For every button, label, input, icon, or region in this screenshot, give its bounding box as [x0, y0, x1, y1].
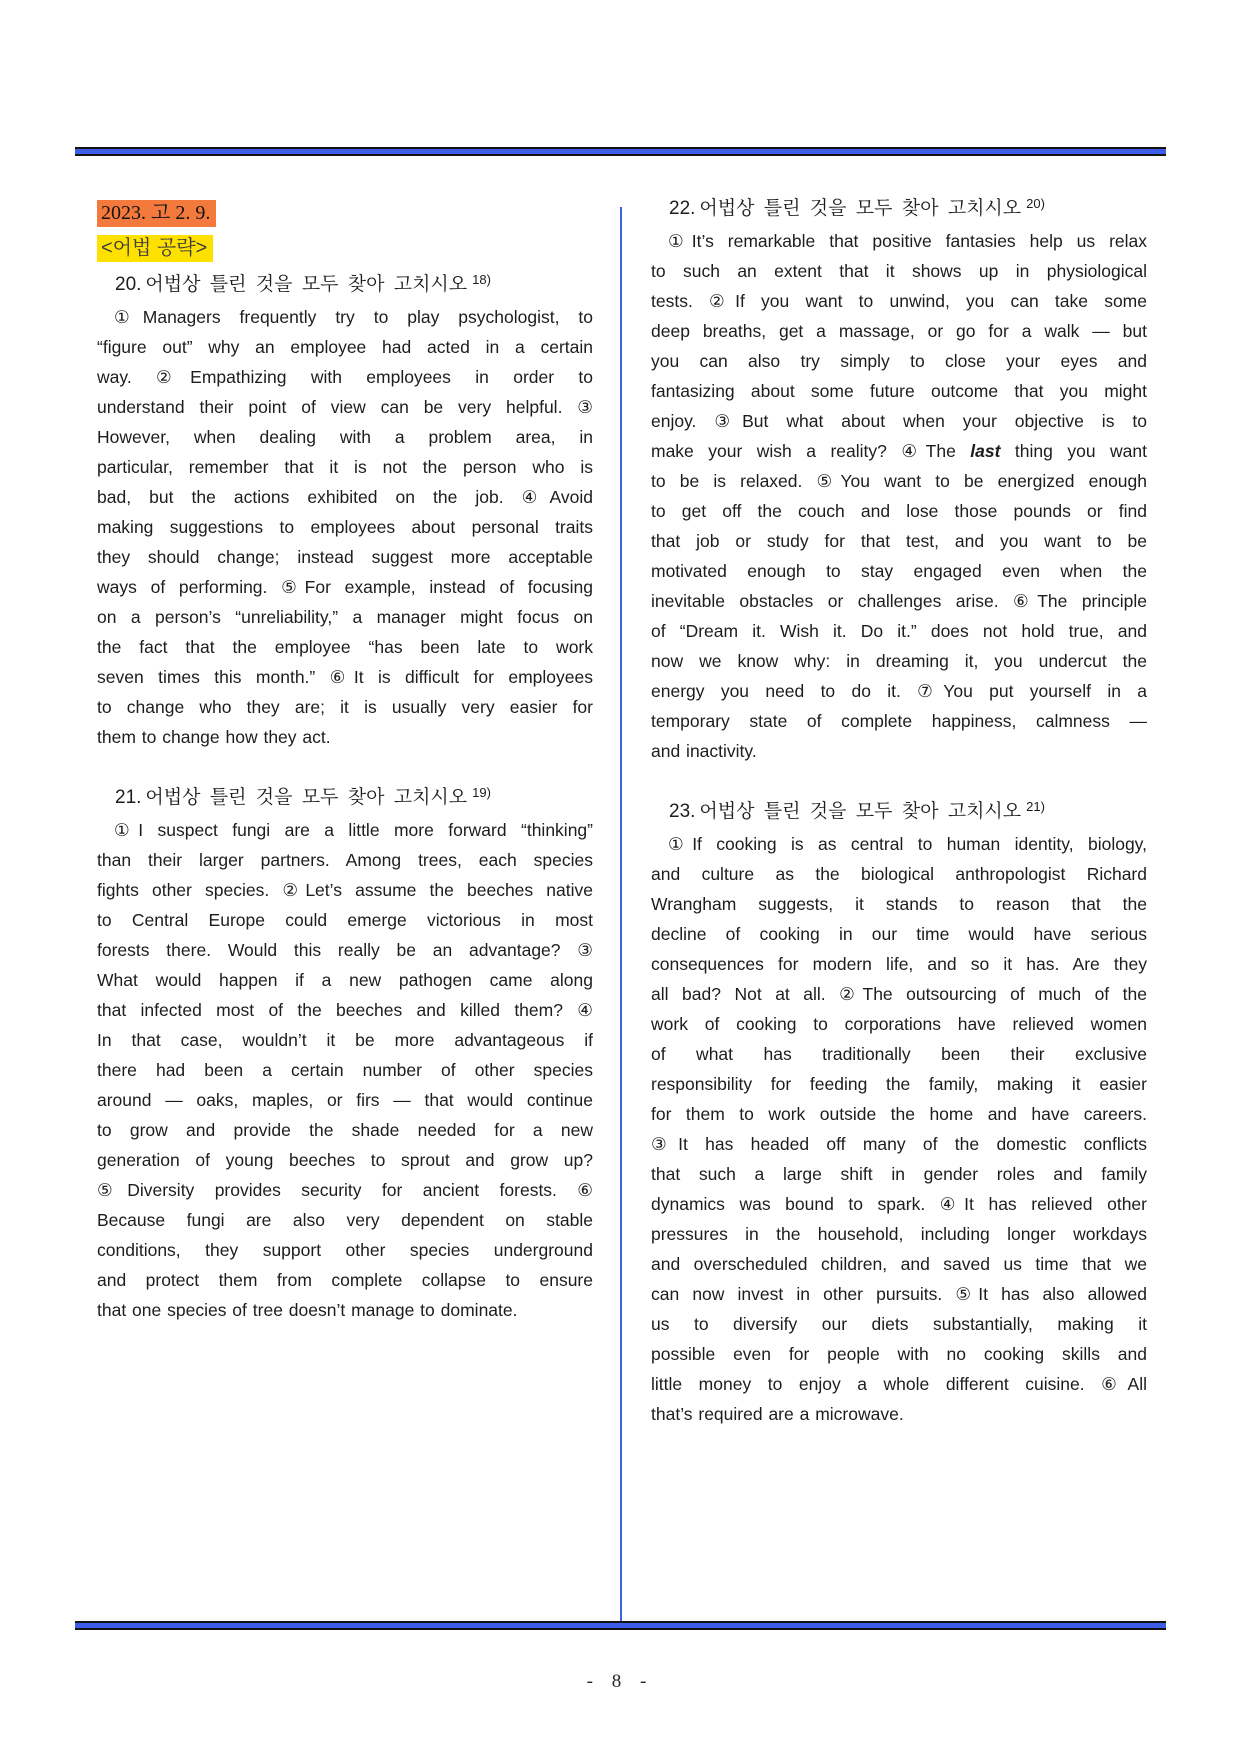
passage-line: to Central Europe could emerge victorious in most: [97, 910, 593, 930]
passage-line: to get off the couch and lose those pounds or find: [651, 501, 1147, 521]
question-21-heading: [97, 783, 593, 814]
question-22-passage: [651, 226, 1147, 766]
passage-line: for them to work outside the home and have careers.: [651, 1104, 1147, 1124]
passage-line: on a person’s “unreliability,” a manager might focus on: [97, 607, 593, 627]
passage-line: seven times this month.” ⑥It is difficult for employees: [97, 667, 593, 687]
passage-line: “figure out” why an employee had acted in a certain: [97, 337, 593, 357]
passage-line: consequences for modern life, and so it has. Are they: [651, 954, 1147, 974]
passage-line: generation of young beeches to sprout and grow up?: [97, 1150, 593, 1170]
passage-line: and inactivity.: [651, 741, 757, 761]
passage-line: little money to enjoy a whole different cuisine. ⑥All: [651, 1374, 1147, 1394]
question-prompt: 어법상 틀린 것을 모두 찾아 고치시오: [145, 787, 468, 808]
question-number: 20.: [115, 274, 142, 295]
passage-line: that job or study for that test, and you want to be: [651, 531, 1147, 551]
passage-line: that such a large shift in gender roles and family: [651, 1164, 1147, 1184]
passage-line: to such an extent that it shows up in physiological: [651, 261, 1147, 281]
passage-line: possible even for people with no cooking skills and: [651, 1344, 1147, 1364]
passage-line: to grow and provide the shade needed for a new: [97, 1120, 593, 1140]
passage-line: way. ②Empathizing with employees in order to: [97, 367, 593, 387]
passage-line: that’s required are a microwave.: [651, 1404, 904, 1424]
passage-line: Wrangham suggests, it stands to reason that the: [651, 894, 1147, 914]
passage-line: In that case, wouldn’t it be more advantageous if: [97, 1030, 593, 1050]
passage-line: deep breaths, get a massage, or go for a walk — but: [651, 321, 1147, 341]
passage-line: making suggestions to employees about personal traits: [97, 517, 593, 537]
passage-line: inevitable obstacles or challenges arise. ⑥The principle: [651, 591, 1147, 611]
passage-line: to change who they are; it is usually very easier for: [97, 697, 593, 717]
question-prompt: 어법상 틀린 것을 모두 찾아 고치시오: [145, 274, 468, 295]
passage-line: all bad? Not at all. ②The outsourcing of much of the: [651, 984, 1147, 1004]
question-number: 23.: [669, 801, 696, 822]
passage-line: ①If cooking is as central to human identity, biology,: [668, 834, 1147, 854]
passage-line: pressures in the household, including longer workdays: [651, 1224, 1147, 1244]
date-tag-row: [97, 200, 593, 228]
passage-line: now we know why: in dreaming it, you undercut the: [651, 651, 1147, 671]
passage-line: and protect them from complete collapse to ensure: [97, 1270, 593, 1290]
bottom-rule-bar: [75, 1621, 1166, 1630]
passage-line: forests there. Would this really be an advantage? ③: [97, 940, 593, 960]
question-20-passage: [97, 302, 593, 752]
passage-line: conditions, they support other species underground: [97, 1240, 593, 1260]
passage-line: ①It’s remarkable that positive fantasies help us relax: [668, 231, 1147, 251]
passage-line: around — oaks, maples, or firs — that would continue: [97, 1090, 593, 1110]
passage-line: and overscheduled children, and saved us time that we: [651, 1254, 1147, 1274]
passage-line: temporary state of complete happiness, calmness —: [651, 711, 1147, 731]
passage-line: energy you need to do it. ⑦You put yourself in a: [651, 681, 1147, 701]
passage-line: make your wish a reality? ④The last thing you want: [651, 441, 1148, 461]
passage-line: the fact that the employee “has been late to work: [97, 637, 593, 657]
question-23: [651, 797, 1147, 1429]
passage-line: dynamics was bound to spark. ④It has relieved other: [651, 1194, 1147, 1214]
passage-line: ①I suspect fungi are a little more forward “thinking”: [114, 820, 593, 840]
question-prompt: 어법상 틀린 것을 모두 찾아 고치시오: [699, 801, 1022, 822]
top-rule-bar: [75, 147, 1166, 156]
question-23-passage: [651, 829, 1147, 1429]
passage-line: particular, remember that it is not the person who is: [97, 457, 593, 477]
question-23-heading: [651, 797, 1147, 828]
passage-line: there had been a certain number of other species: [97, 1060, 593, 1080]
passage-line: understand their point of view can be very helpful. ③: [97, 397, 593, 417]
passage-line: of “Dream it. Wish it. Do it.” does not hold true, and: [651, 621, 1147, 641]
footnote-ref: 19): [472, 785, 491, 800]
question-22: [651, 194, 1147, 766]
passage-line: they should change; instead suggest more acceptable: [97, 547, 593, 567]
passage-line: fights other species. ②Let’s assume the beeches native: [97, 880, 593, 900]
grammar-topic-tag: <어법 공략>: [97, 235, 213, 262]
passage-line: bad, but the actions exhibited on the job. ④Avoid: [97, 487, 593, 507]
exam-date-tag: 2023. 고 2. 9.: [97, 200, 216, 227]
passage-line: than their larger partners. Among trees, each species: [97, 850, 593, 870]
passage-line: and culture as the biological anthropologist Richard: [651, 864, 1147, 884]
question-22-heading: [651, 194, 1147, 225]
passage-line: enjoy. ③But what about when your objective is to: [651, 411, 1147, 431]
left-column: [97, 200, 593, 1325]
passage-line: However, when dealing with a problem area, in: [97, 427, 593, 447]
passage-line: ⑤Diversity provides security for ancient forests. ⑥: [97, 1180, 593, 1200]
right-column: [651, 194, 1147, 1429]
passage-line: responsibility for feeding the family, making it easier: [651, 1074, 1147, 1094]
footnote-ref: 20): [1026, 196, 1045, 211]
passage-line: motivated enough to stay engaged even when the: [651, 561, 1147, 581]
footnote-ref: 18): [472, 272, 491, 287]
passage-line: ③It has headed off many of the domestic conflicts: [651, 1134, 1147, 1154]
passage-line: to be is relaxed. ⑤You want to be energized enough: [651, 471, 1147, 491]
passage-line: What would happen if a new pathogen came along: [97, 970, 593, 990]
passage-line: them to change how they act.: [97, 727, 331, 747]
passage-line: that infected most of the beeches and killed them? ④: [97, 1000, 593, 1020]
passage-line: ①Managers frequently try to play psychologist, to: [114, 307, 593, 327]
passage-line: of what has traditionally been their exclusive: [651, 1044, 1147, 1064]
passage-line: you can also try simply to close your eyes and: [651, 351, 1147, 371]
page-number: - 8 -: [586, 1671, 654, 1692]
question-prompt: 어법상 틀린 것을 모두 찾아 고치시오: [699, 198, 1022, 219]
question-21-passage: [97, 815, 593, 1325]
passage-line: tests. ②If you want to unwind, you can take some: [651, 291, 1147, 311]
question-20-heading: [97, 270, 593, 301]
footnote-ref: 21): [1026, 799, 1045, 814]
passage-line: Because fungi are also very dependent on stable: [97, 1210, 593, 1230]
question-number: 22.: [669, 198, 696, 219]
question-21: [97, 783, 593, 1325]
topic-tag-row: [97, 235, 593, 263]
passage-line: us to diversify our diets substantially, making it: [651, 1314, 1147, 1334]
passage-line: fantasizing about some future outcome that you might: [651, 381, 1147, 401]
passage-line: decline of cooking in our time would have serious: [651, 924, 1147, 944]
passage-line: that one species of tree doesn’t manage to dominate.: [97, 1300, 518, 1320]
passage-line: ways of performing. ⑤For example, instead of focusing: [97, 577, 593, 597]
passage-line: can now invest in other pursuits. ⑤It has also allowed: [651, 1284, 1147, 1304]
question-20: [97, 270, 593, 752]
passage-line: work of cooking to corporations have relieved women: [651, 1014, 1147, 1034]
column-divider-line: [620, 207, 622, 1621]
question-number: 21.: [115, 787, 142, 808]
